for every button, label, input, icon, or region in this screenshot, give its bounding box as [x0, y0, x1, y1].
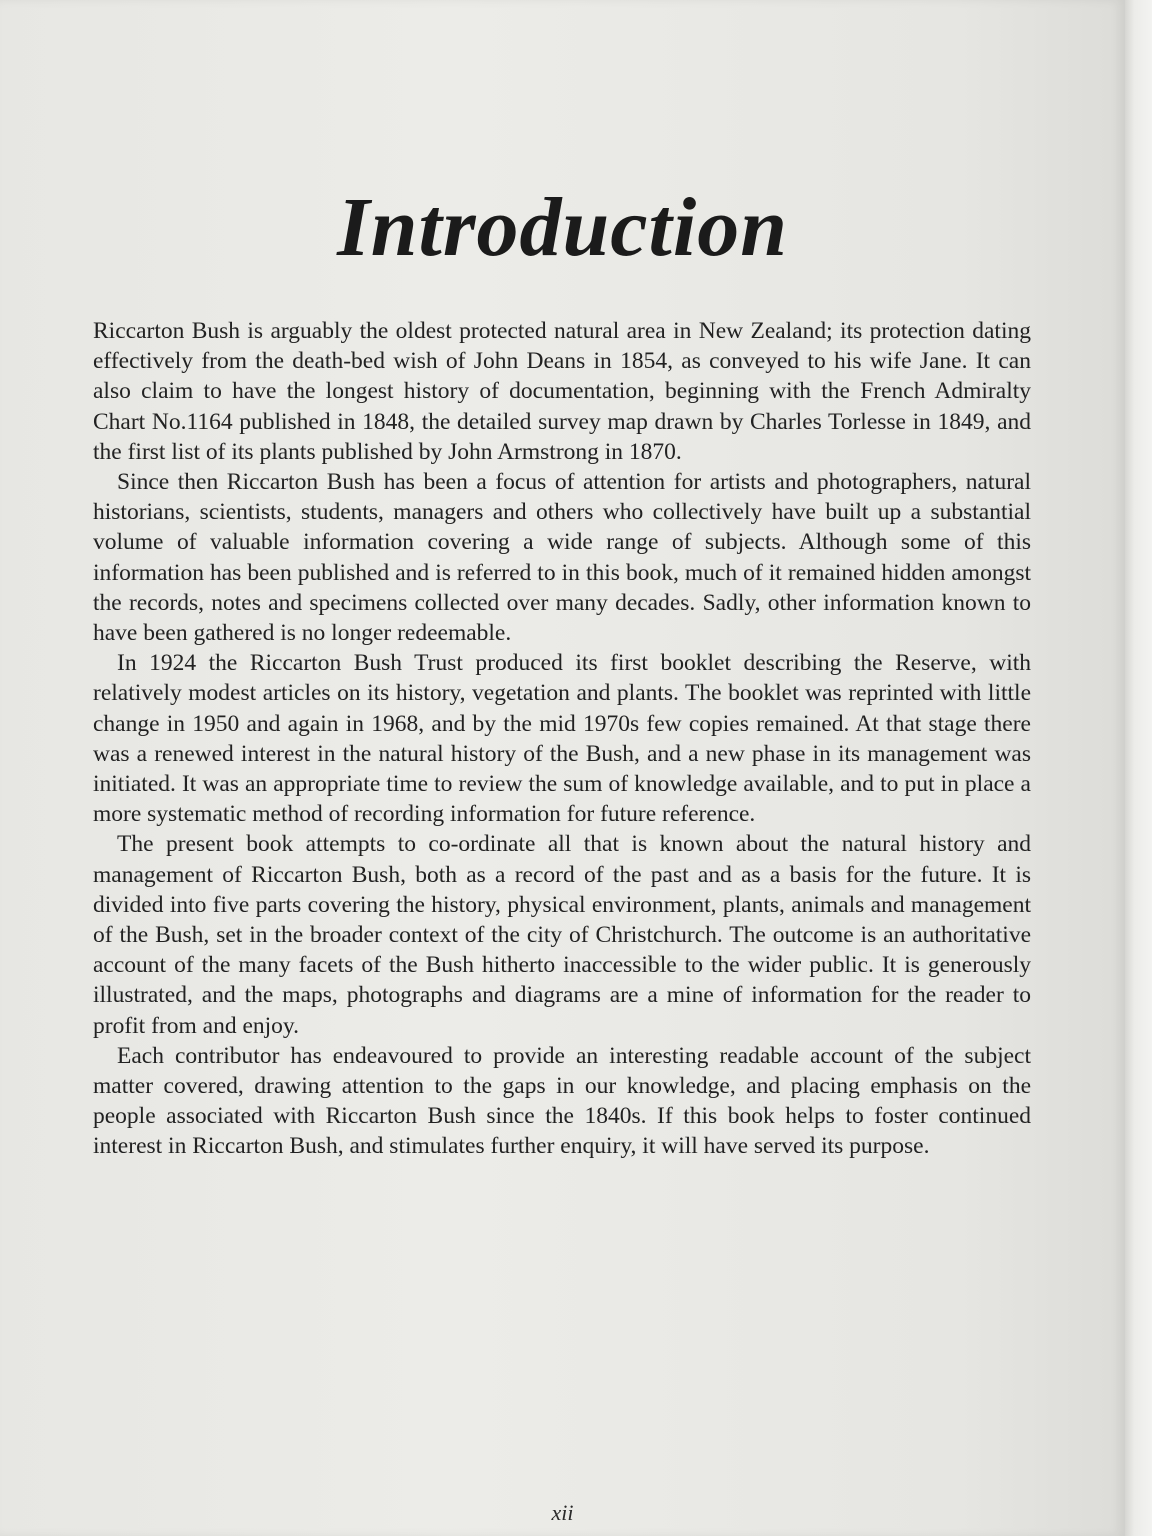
page-number: xii: [551, 1500, 574, 1525]
page-edge: [1125, 0, 1152, 1536]
body-text: [93, 316, 1031, 1162]
paragraph-4: The present book attempts to co-ordinate all that is known about the natural history and management of Riccarton Bush, both as a record of the past and as a basis for the future. It is divided into five parts covering the history, physical environment, plants, animals and management of the Bush, set in the broader context of the city of Christchurch. The outcome is an authoritative account of the many facets of the Bush hitherto inaccessible to the wider public. It is generously illustrated, and the maps, photographs and diagrams are a mine of information for the reader to profit from and enjoy.: [93, 831, 1031, 1039]
paragraph-1: Riccarton Bush is arguably the oldest protected natural area in New Zealand; its protection dating effectively from the death-bed wish of John Deans in 1854, as conveyed to his wife Jane. It can also claim to have the longest history of documentation, beginning with the French Admiralty Chart No.1164 published in 1848, the detailed survey map drawn by Charles Torlesse in 1849, and the first list of its plants published by John Armstrong in 1870.: [93, 318, 1031, 465]
page-title: Introduction: [337, 181, 788, 274]
paragraph-2: Since then Riccarton Bush has been a focus of attention for artists and photographers, natural historians, scientists, students, managers and others who collectively have built up a substantial volume of valuable information covering a wide range of subjects. Although some of this information has been published and is referred to in this book, much of it remained hidden amongst the records, notes and specimens collected over many decades. Sadly, other information known to have been gathered is no longer redeemable.: [93, 469, 1031, 647]
paragraph-3: In 1924 the Riccarton Bush Trust produced its first booklet describing the Reserve, with relatively modest articles on its history, vegetation and plants. The booklet was reprinted with little change in 1950 and again in 1968, and by the mid 1970s few copies remained. At that stage there was a renewed interest in the natural history of the Bush, and a new phase in its management was initiated. It was an appropriate time to review the sum of knowledge available, and to put in place a more systematic method of recording information for future reference.: [93, 650, 1031, 828]
paragraph-5: Each contributor has endeavoured to provide an interesting readable account of the subject matter covered, drawing attention to the gaps in our knowledge, and placing emphasis on the people associated with Riccarton Bush since the 1840s. If this book helps to foster continued interest in Riccarton Bush, and stimulates further enquiry, it will have served its purpose.: [93, 1042, 1031, 1160]
